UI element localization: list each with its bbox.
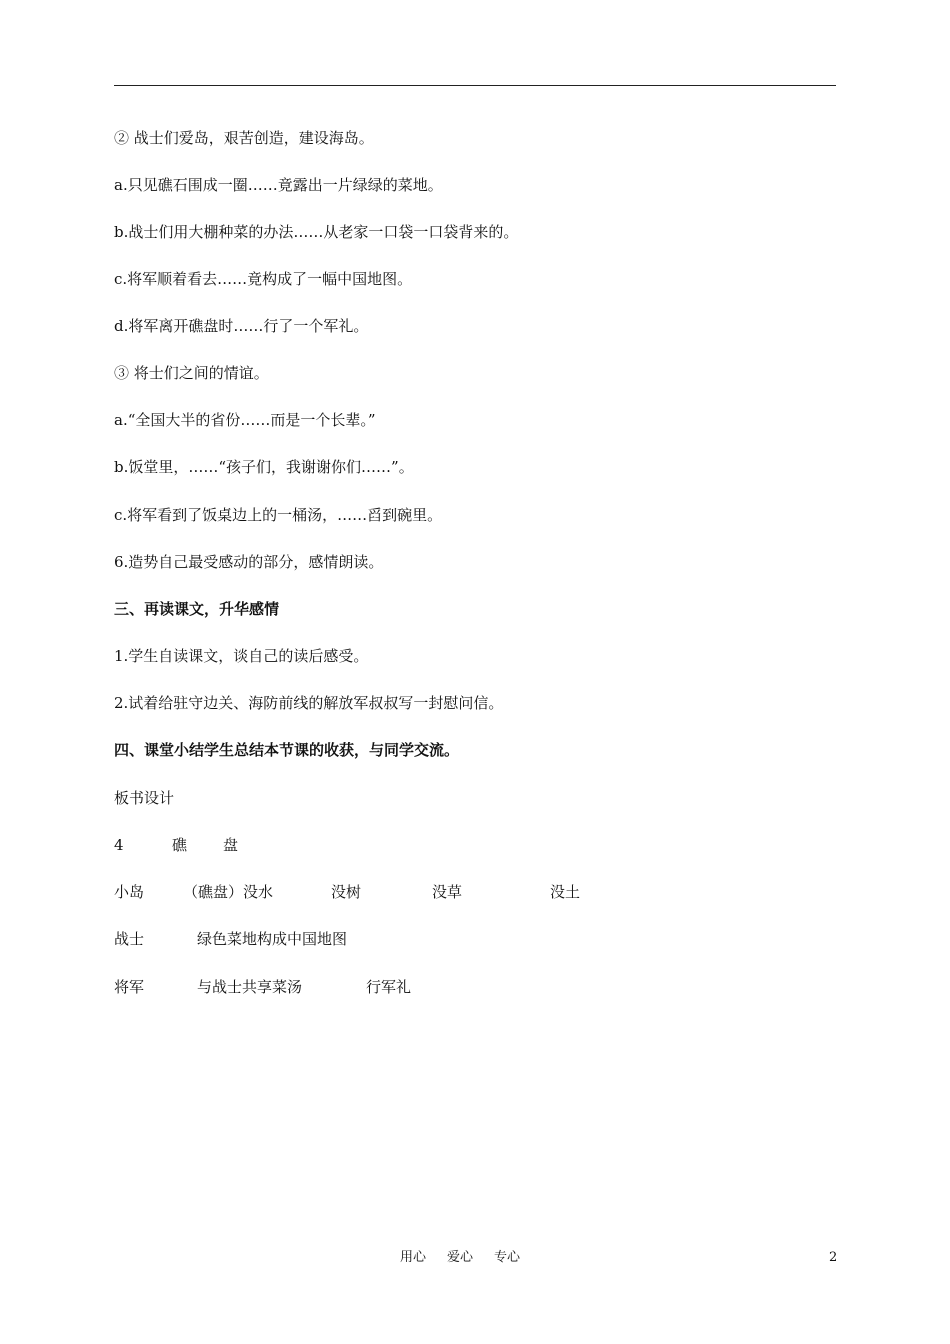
board-label-general: 将军 <box>114 978 145 996</box>
board-design-heading: 板书设计 <box>114 789 175 807</box>
page-number: 2 <box>829 1250 838 1265</box>
point-3-item-b: b.饭堂里，……“孩子们，我谢谢你们……”。 <box>114 458 414 476</box>
board-general-salute: 行军礼 <box>366 978 412 996</box>
step-6: 6.造势自己最受感动的部分，感情朗读。 <box>114 553 384 571</box>
board-island-no-water: （礁盘）没水 <box>183 883 274 901</box>
board-soldiers-map: 绿色菜地构成中国地图 <box>197 930 348 948</box>
footer-motto-3: 专心 <box>494 1250 521 1265</box>
section-point-3: ③ 将士们之间的情谊。 <box>114 364 269 382</box>
heading-section-3: 三、再读课文，升华感情 <box>114 600 280 618</box>
point-2-item-b: b.战士们用大棚种菜的办法……从老家一口袋一口袋背来的。 <box>114 223 519 241</box>
footer-motto-2: 爱心 <box>447 1250 474 1265</box>
point-3-item-a: a.“全国大半的省份……而是一个长辈。” <box>114 411 376 429</box>
point-3-item-c: c.将军看到了饭桌边上的一桶汤，……舀到碗里。 <box>114 506 443 524</box>
section-point-2: ② 战士们爱岛，艰苦创造，建设海岛。 <box>114 129 374 147</box>
lesson-number: 4 <box>114 836 124 854</box>
board-label-soldiers: 战士 <box>114 930 145 948</box>
header-rule <box>114 85 836 86</box>
board-general-soup: 与战士共享菜汤 <box>197 978 303 996</box>
footer-motto-1: 用心 <box>400 1250 427 1265</box>
point-2-item-d: d.将军离开礁盘时……行了一个军礼。 <box>114 317 369 335</box>
point-2-item-a: a.只见礁石围成一圈……竟露出一片绿绿的菜地。 <box>114 176 443 194</box>
section-3-item-1: 1.学生自读课文，谈自己的读后感受。 <box>114 647 369 665</box>
board-island-no-trees: 没树 <box>331 883 362 901</box>
title-char-2: 盘 <box>223 836 239 854</box>
board-island-no-grass: 没草 <box>432 883 463 901</box>
title-char-1: 礁 <box>172 836 188 854</box>
heading-section-4: 四、课堂小结学生总结本节课的收获，与同学交流。 <box>114 741 460 759</box>
board-label-island: 小岛 <box>114 883 145 901</box>
section-3-item-2: 2.试着给驻守边关、海防前线的解放军叔叔写一封慰问信。 <box>114 694 504 712</box>
board-island-no-soil: 没土 <box>550 883 581 901</box>
point-2-item-c: c.将军顺着看去……竟构成了一幅中国地图。 <box>114 270 413 288</box>
